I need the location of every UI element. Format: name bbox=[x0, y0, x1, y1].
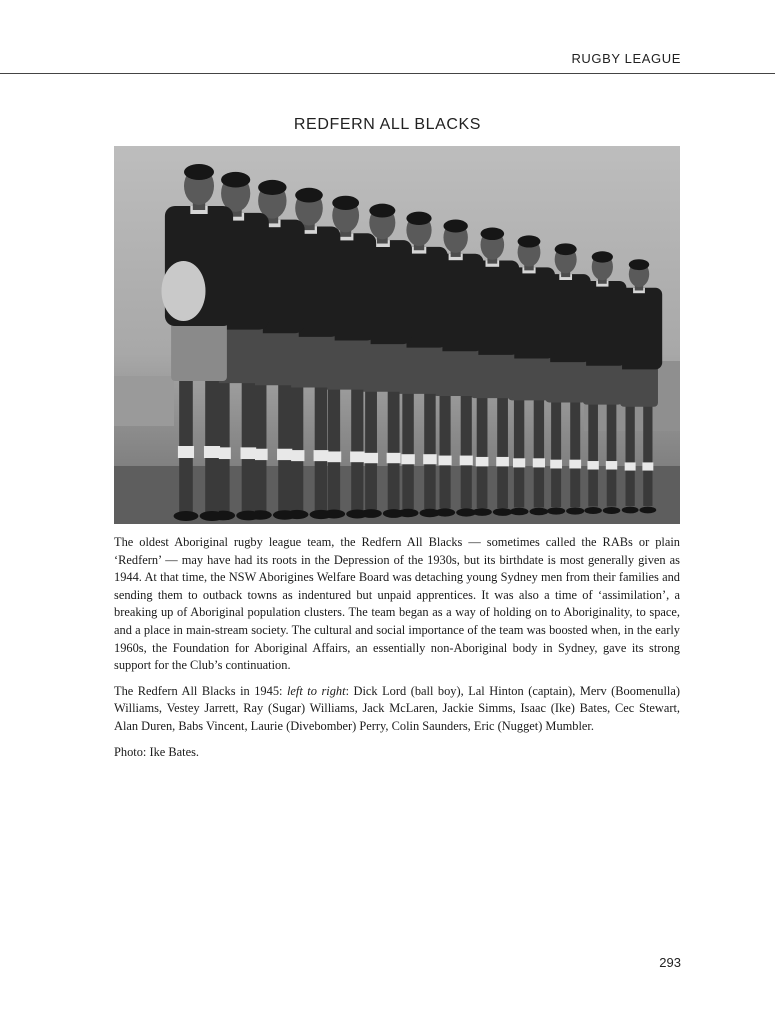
photo-credit: Photo: Ike Bates. bbox=[114, 744, 200, 759]
team-photo-illustration bbox=[114, 146, 680, 524]
team-photo bbox=[114, 146, 680, 524]
body-text bbox=[114, 534, 680, 769]
running-head: RUGBY LEAGUE bbox=[571, 51, 681, 66]
rugby-ball bbox=[162, 261, 206, 321]
intro-paragraph: The oldest Aboriginal rugby league team, the Redfern All Blacks — sometimes called the RABs or plain ‘Redfern’ — may have had its roots in the Depression of the 1930s, but its birthdate is most generally given as 1944. At that time, the NSW Aborigines Welfare Board was detaching young Sydney men from their families and sending them to outback towns as indentured but unpaid apprentices. It was also a time of ‘assimilation’, a breaking up of Aboriginal population clusters. The team began as a way of holding on to Aboriginality, to space, and a place in main-stream society. The cultural and social importance of the team was boosted when, in the early 1960s, the Foundation for Aboriginal Affairs, an essentially non-Aboriginal body in Sydney, gave its strong support for the Club’s continuation. bbox=[114, 535, 680, 673]
page-number: 293 bbox=[659, 955, 681, 970]
photo-caption: The Redfern All Blacks in 1945: left to right: Dick Lord (ball boy), Lal Hinton (captain), Merv (Boomenulla) Williams, Vestey Jarrett, Ray (Sugar) Williams, Jack McLaren, Jackie Simms, Isaac (Ike) Bates, Cec Stewart, Alan Duren, Babs Vincent, Laurie (Divebomber) Perry, Colin Saunders, Eric (Nugget) Mumbler. bbox=[114, 683, 680, 733]
header-rule bbox=[0, 73, 775, 74]
page-title: REDFERN ALL BLACKS bbox=[293, 116, 482, 133]
